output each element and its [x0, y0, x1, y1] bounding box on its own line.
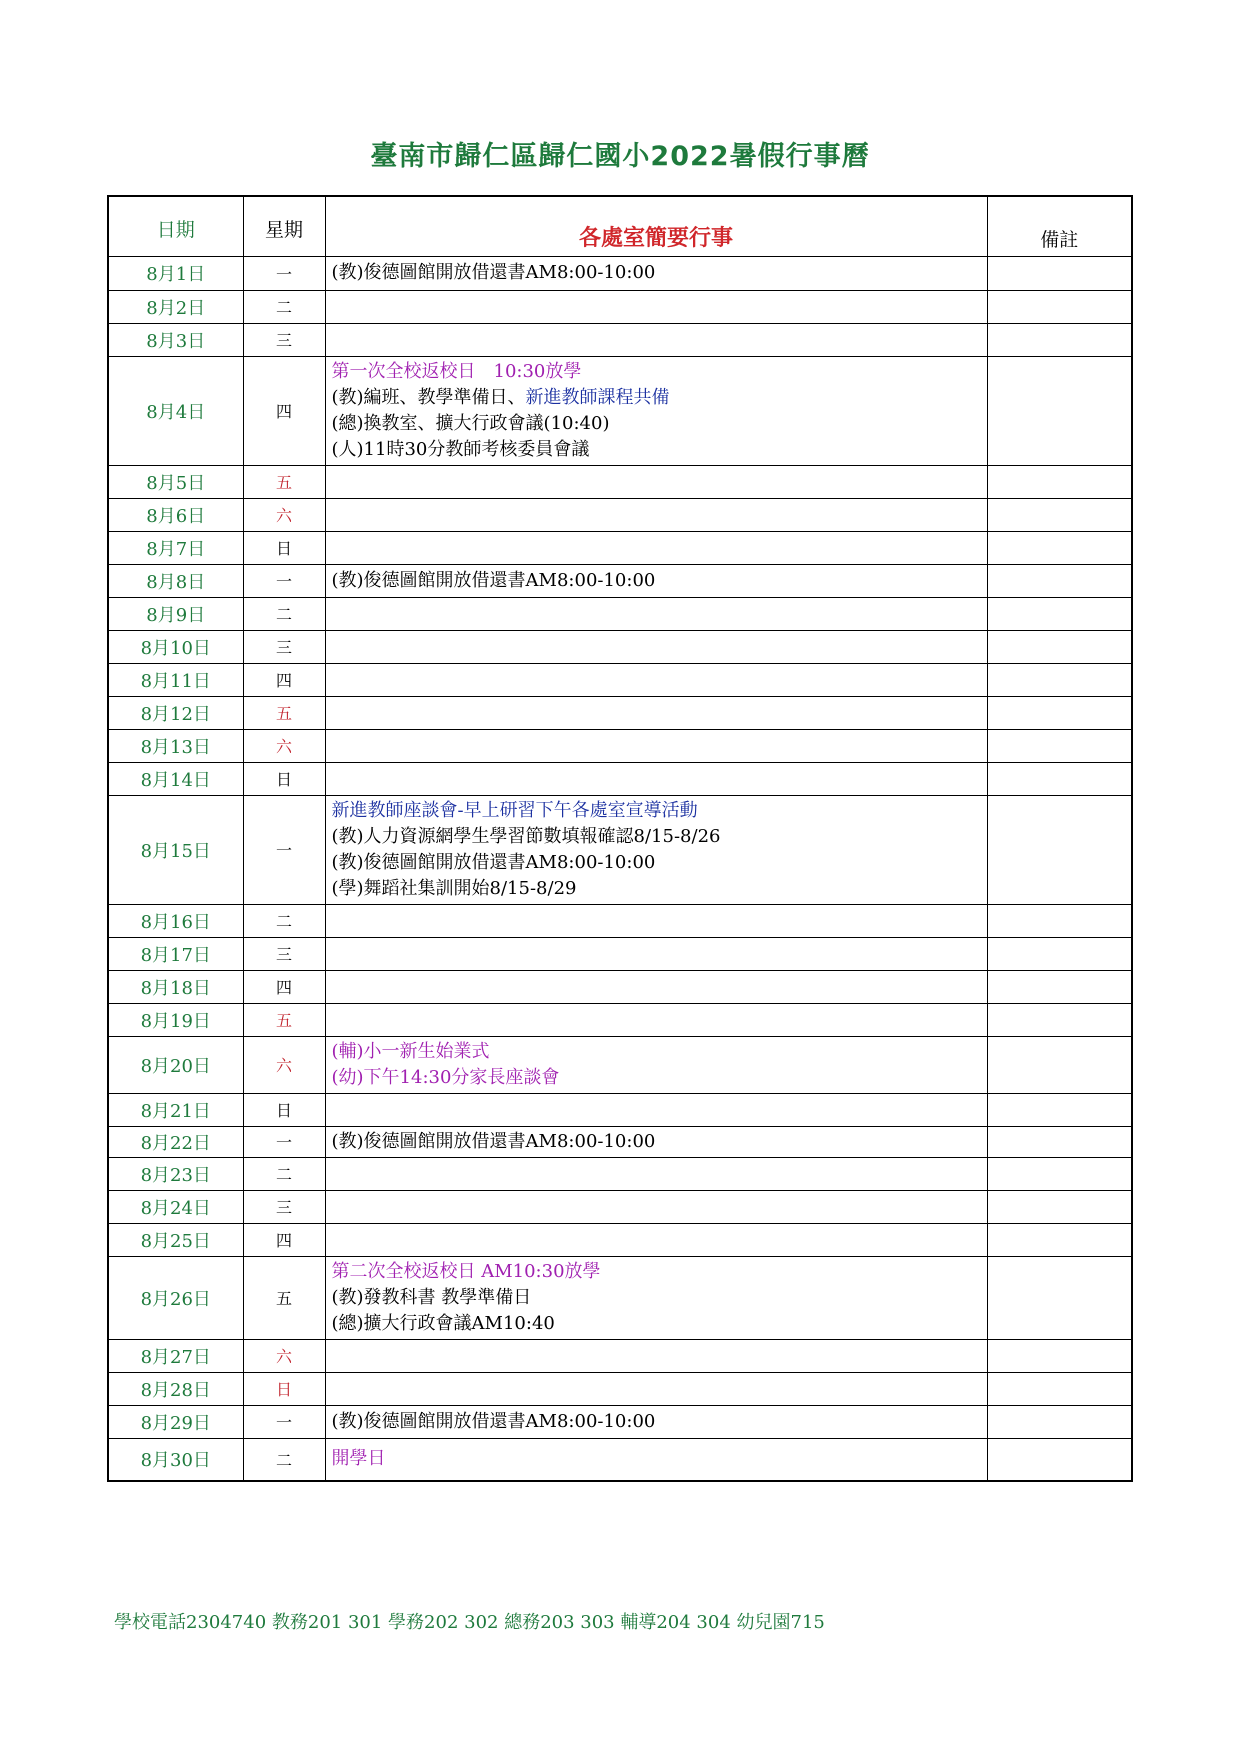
table-row: [108, 531, 1132, 564]
row-notes: [987, 795, 1132, 904]
page-title: 臺南市歸仁區歸仁國小2022暑假行事曆: [370, 141, 870, 172]
header-date: 日期: [108, 196, 243, 256]
row-date: 8月7日: [108, 531, 243, 564]
row-notes: [987, 1405, 1132, 1438]
table-row: [108, 1372, 1132, 1405]
row-date: 8月3日: [108, 323, 243, 356]
row-date: 8月13日: [108, 729, 243, 762]
event-line: (教)俊德圖館開放借還書AM8:00-10:00: [331, 1410, 656, 1432]
row-date: 8月24日: [108, 1190, 243, 1223]
row-notes: [987, 937, 1132, 970]
row-date: 8月16日: [108, 904, 243, 937]
table-row: [108, 498, 1132, 531]
row-events: [325, 795, 987, 904]
row-events: [325, 1003, 987, 1036]
event-line: (幼)下午14:30分家長座談會: [331, 1066, 560, 1088]
header-events: 各處室簡要行事: [325, 196, 987, 256]
table-row: [108, 356, 1132, 465]
table-row: [108, 663, 1132, 696]
event-segment: 第一次全校返校日 10:30放學: [331, 360, 582, 382]
event-line: [332, 437, 981, 463]
row-events: [325, 1157, 987, 1190]
table-row: [108, 1093, 1132, 1126]
row-notes: [987, 1223, 1132, 1256]
table-row: [108, 729, 1132, 762]
table-row: [108, 1003, 1132, 1036]
row-events: [325, 256, 987, 290]
row-notes: [987, 1093, 1132, 1126]
row-date: 8月25日: [108, 1223, 243, 1256]
row-notes: [987, 1036, 1132, 1093]
row-notes: [987, 762, 1132, 795]
row-date: 8月2日: [108, 290, 243, 323]
event-line: (輔)小一新生始業式: [331, 1040, 490, 1062]
table-row: [108, 937, 1132, 970]
event-line: (教)俊德圖館開放借還書AM8:00-10:00: [331, 1130, 656, 1152]
row-notes: [987, 323, 1132, 356]
row-date: 8月4日: [108, 356, 243, 465]
row-date: 8月8日: [108, 564, 243, 597]
row-date: 8月17日: [108, 937, 243, 970]
row-date: 8月15日: [108, 795, 243, 904]
row-notes: [987, 290, 1132, 323]
row-weekday: 四: [243, 663, 325, 696]
row-weekday: 日: [243, 1093, 325, 1126]
header-weekday: 星期: [243, 196, 325, 256]
table-row: [108, 1190, 1132, 1223]
calendar-table: [107, 195, 1133, 1482]
table-row: [108, 795, 1132, 904]
table-row: [108, 1405, 1132, 1438]
event-line: 第二次全校返校日 AM10:30放學: [331, 1260, 601, 1282]
row-weekday: 日: [243, 531, 325, 564]
row-date: 8月5日: [108, 465, 243, 498]
row-events: [325, 970, 987, 1003]
row-events: [325, 1036, 987, 1093]
row-events: [325, 531, 987, 564]
row-notes: [987, 729, 1132, 762]
row-events: [325, 1126, 987, 1157]
row-notes: [987, 531, 1132, 564]
footer-contact: 學校電話2304740 教務201 301 學務202 302 總務203 303 輔導204 304 幼兒園715: [114, 1612, 825, 1633]
row-events: [325, 1405, 987, 1438]
table-row: [108, 1157, 1132, 1190]
row-weekday: 五: [243, 465, 325, 498]
table-row: [108, 904, 1132, 937]
row-events: [325, 904, 987, 937]
event-line: (教)俊德圖館開放借還書AM8:00-10:00: [331, 851, 656, 873]
event-line: 新進教師座談會-早上研習下午各處室宣導活動: [331, 799, 698, 821]
row-events: [325, 356, 987, 465]
row-date: 8月14日: [108, 762, 243, 795]
row-weekday: 一: [243, 1126, 325, 1157]
row-notes: [987, 1157, 1132, 1190]
row-notes: [987, 904, 1132, 937]
row-weekday: 五: [243, 1003, 325, 1036]
table-row: [108, 970, 1132, 1003]
row-notes: [987, 1372, 1132, 1405]
table-row: [108, 465, 1132, 498]
row-events: [325, 1256, 987, 1339]
row-weekday: 日: [243, 762, 325, 795]
event-line: (教)發教科書 教學準備日: [331, 1286, 532, 1308]
row-notes: [987, 1190, 1132, 1223]
row-weekday: 四: [243, 356, 325, 465]
row-date: 8月9日: [108, 597, 243, 630]
row-notes: [987, 465, 1132, 498]
event-line: (教)人力資源網學生學習節數填報確認8/15-8/26: [331, 825, 721, 847]
row-date: 8月29日: [108, 1405, 243, 1438]
row-weekday: 六: [243, 1036, 325, 1093]
table-row: [108, 1036, 1132, 1093]
row-weekday: 一: [243, 256, 325, 290]
event-line: [332, 411, 981, 437]
event-line: (教)俊德圖館開放借還書AM8:00-10:00: [331, 569, 656, 591]
row-notes: [987, 498, 1132, 531]
row-weekday: 三: [243, 630, 325, 663]
row-events: [325, 597, 987, 630]
row-date: 8月21日: [108, 1093, 243, 1126]
event-line: [332, 359, 981, 385]
row-weekday: 五: [243, 696, 325, 729]
table-row: [108, 256, 1132, 290]
row-weekday: 三: [243, 1190, 325, 1223]
row-weekday: 六: [243, 498, 325, 531]
table-row: [108, 1126, 1132, 1157]
row-notes: [987, 970, 1132, 1003]
event-segment: 新進教師課程共備: [525, 386, 670, 408]
row-notes: [987, 1256, 1132, 1339]
event-line: 開學日: [331, 1448, 386, 1470]
row-events: [325, 937, 987, 970]
row-events: [325, 1372, 987, 1405]
row-weekday: 二: [243, 597, 325, 630]
row-weekday: 二: [243, 904, 325, 937]
row-weekday: 二: [243, 290, 325, 323]
row-events: [325, 1190, 987, 1223]
row-notes: [987, 663, 1132, 696]
row-notes: [987, 1339, 1132, 1372]
row-date: 8月11日: [108, 663, 243, 696]
row-notes: [987, 356, 1132, 465]
row-events: [325, 1093, 987, 1126]
row-weekday: 一: [243, 1405, 325, 1438]
row-weekday: 二: [243, 1438, 325, 1481]
row-date: 8月1日: [108, 256, 243, 290]
table-row: [108, 1339, 1132, 1372]
table-row: [108, 1223, 1132, 1256]
calendar-body: [108, 256, 1132, 1481]
row-date: 8月28日: [108, 1372, 243, 1405]
table-row: [108, 696, 1132, 729]
row-events: [325, 498, 987, 531]
row-date: 8月18日: [108, 970, 243, 1003]
row-events: [325, 564, 987, 597]
table-row: [108, 290, 1132, 323]
event-segment: (人)11時30分教師考核委員會議: [331, 438, 590, 460]
table-row: [108, 762, 1132, 795]
row-weekday: 六: [243, 1339, 325, 1372]
row-events: [325, 465, 987, 498]
event-segment: (總)換教室、擴大行政會議(10:40): [331, 412, 610, 434]
row-weekday: 二: [243, 1157, 325, 1190]
row-notes: [987, 1126, 1132, 1157]
row-events: [325, 762, 987, 795]
row-events: [325, 290, 987, 323]
row-events: [325, 729, 987, 762]
table-row: [108, 1256, 1132, 1339]
row-notes: [987, 597, 1132, 630]
event-line: (教)俊德圖館開放借還書AM8:00-10:00: [331, 262, 656, 283]
event-line: (學)舞蹈社集訓開始8/15-8/29: [331, 877, 577, 899]
row-notes: [987, 1003, 1132, 1036]
row-weekday: 四: [243, 970, 325, 1003]
table-row: [108, 597, 1132, 630]
row-date: 8月30日: [108, 1438, 243, 1481]
row-weekday: 六: [243, 729, 325, 762]
row-date: 8月26日: [108, 1256, 243, 1339]
table-row: [108, 564, 1132, 597]
table-row: [108, 323, 1132, 356]
row-notes: [987, 564, 1132, 597]
row-notes: [987, 1438, 1132, 1481]
row-date: 8月19日: [108, 1003, 243, 1036]
row-weekday: 五: [243, 1256, 325, 1339]
row-events: [325, 630, 987, 663]
row-events: [325, 663, 987, 696]
row-weekday: 一: [243, 564, 325, 597]
event-segment: (教)編班、教學準備日、: [331, 386, 526, 408]
row-date: 8月20日: [108, 1036, 243, 1093]
table-row: [108, 1438, 1132, 1481]
row-date: 8月10日: [108, 630, 243, 663]
row-date: 8月23日: [108, 1157, 243, 1190]
row-notes: [987, 256, 1132, 290]
row-date: 8月6日: [108, 498, 243, 531]
row-weekday: 一: [243, 795, 325, 904]
row-events: [325, 1438, 987, 1481]
row-events: [325, 696, 987, 729]
row-notes: [987, 630, 1132, 663]
row-weekday: 四: [243, 1223, 325, 1256]
row-events: [325, 323, 987, 356]
row-events: [325, 1223, 987, 1256]
row-events: [325, 1339, 987, 1372]
row-weekday: 三: [243, 937, 325, 970]
event-line: [332, 385, 981, 411]
row-date: 8月22日: [108, 1126, 243, 1157]
header-row: [108, 196, 1132, 256]
row-weekday: 三: [243, 323, 325, 356]
row-date: 8月27日: [108, 1339, 243, 1372]
table-row: [108, 630, 1132, 663]
row-notes: [987, 696, 1132, 729]
row-weekday: 日: [243, 1372, 325, 1405]
event-line: (總)擴大行政會議AM10:40: [331, 1312, 555, 1334]
row-date: 8月12日: [108, 696, 243, 729]
header-notes: 備註: [987, 196, 1132, 256]
